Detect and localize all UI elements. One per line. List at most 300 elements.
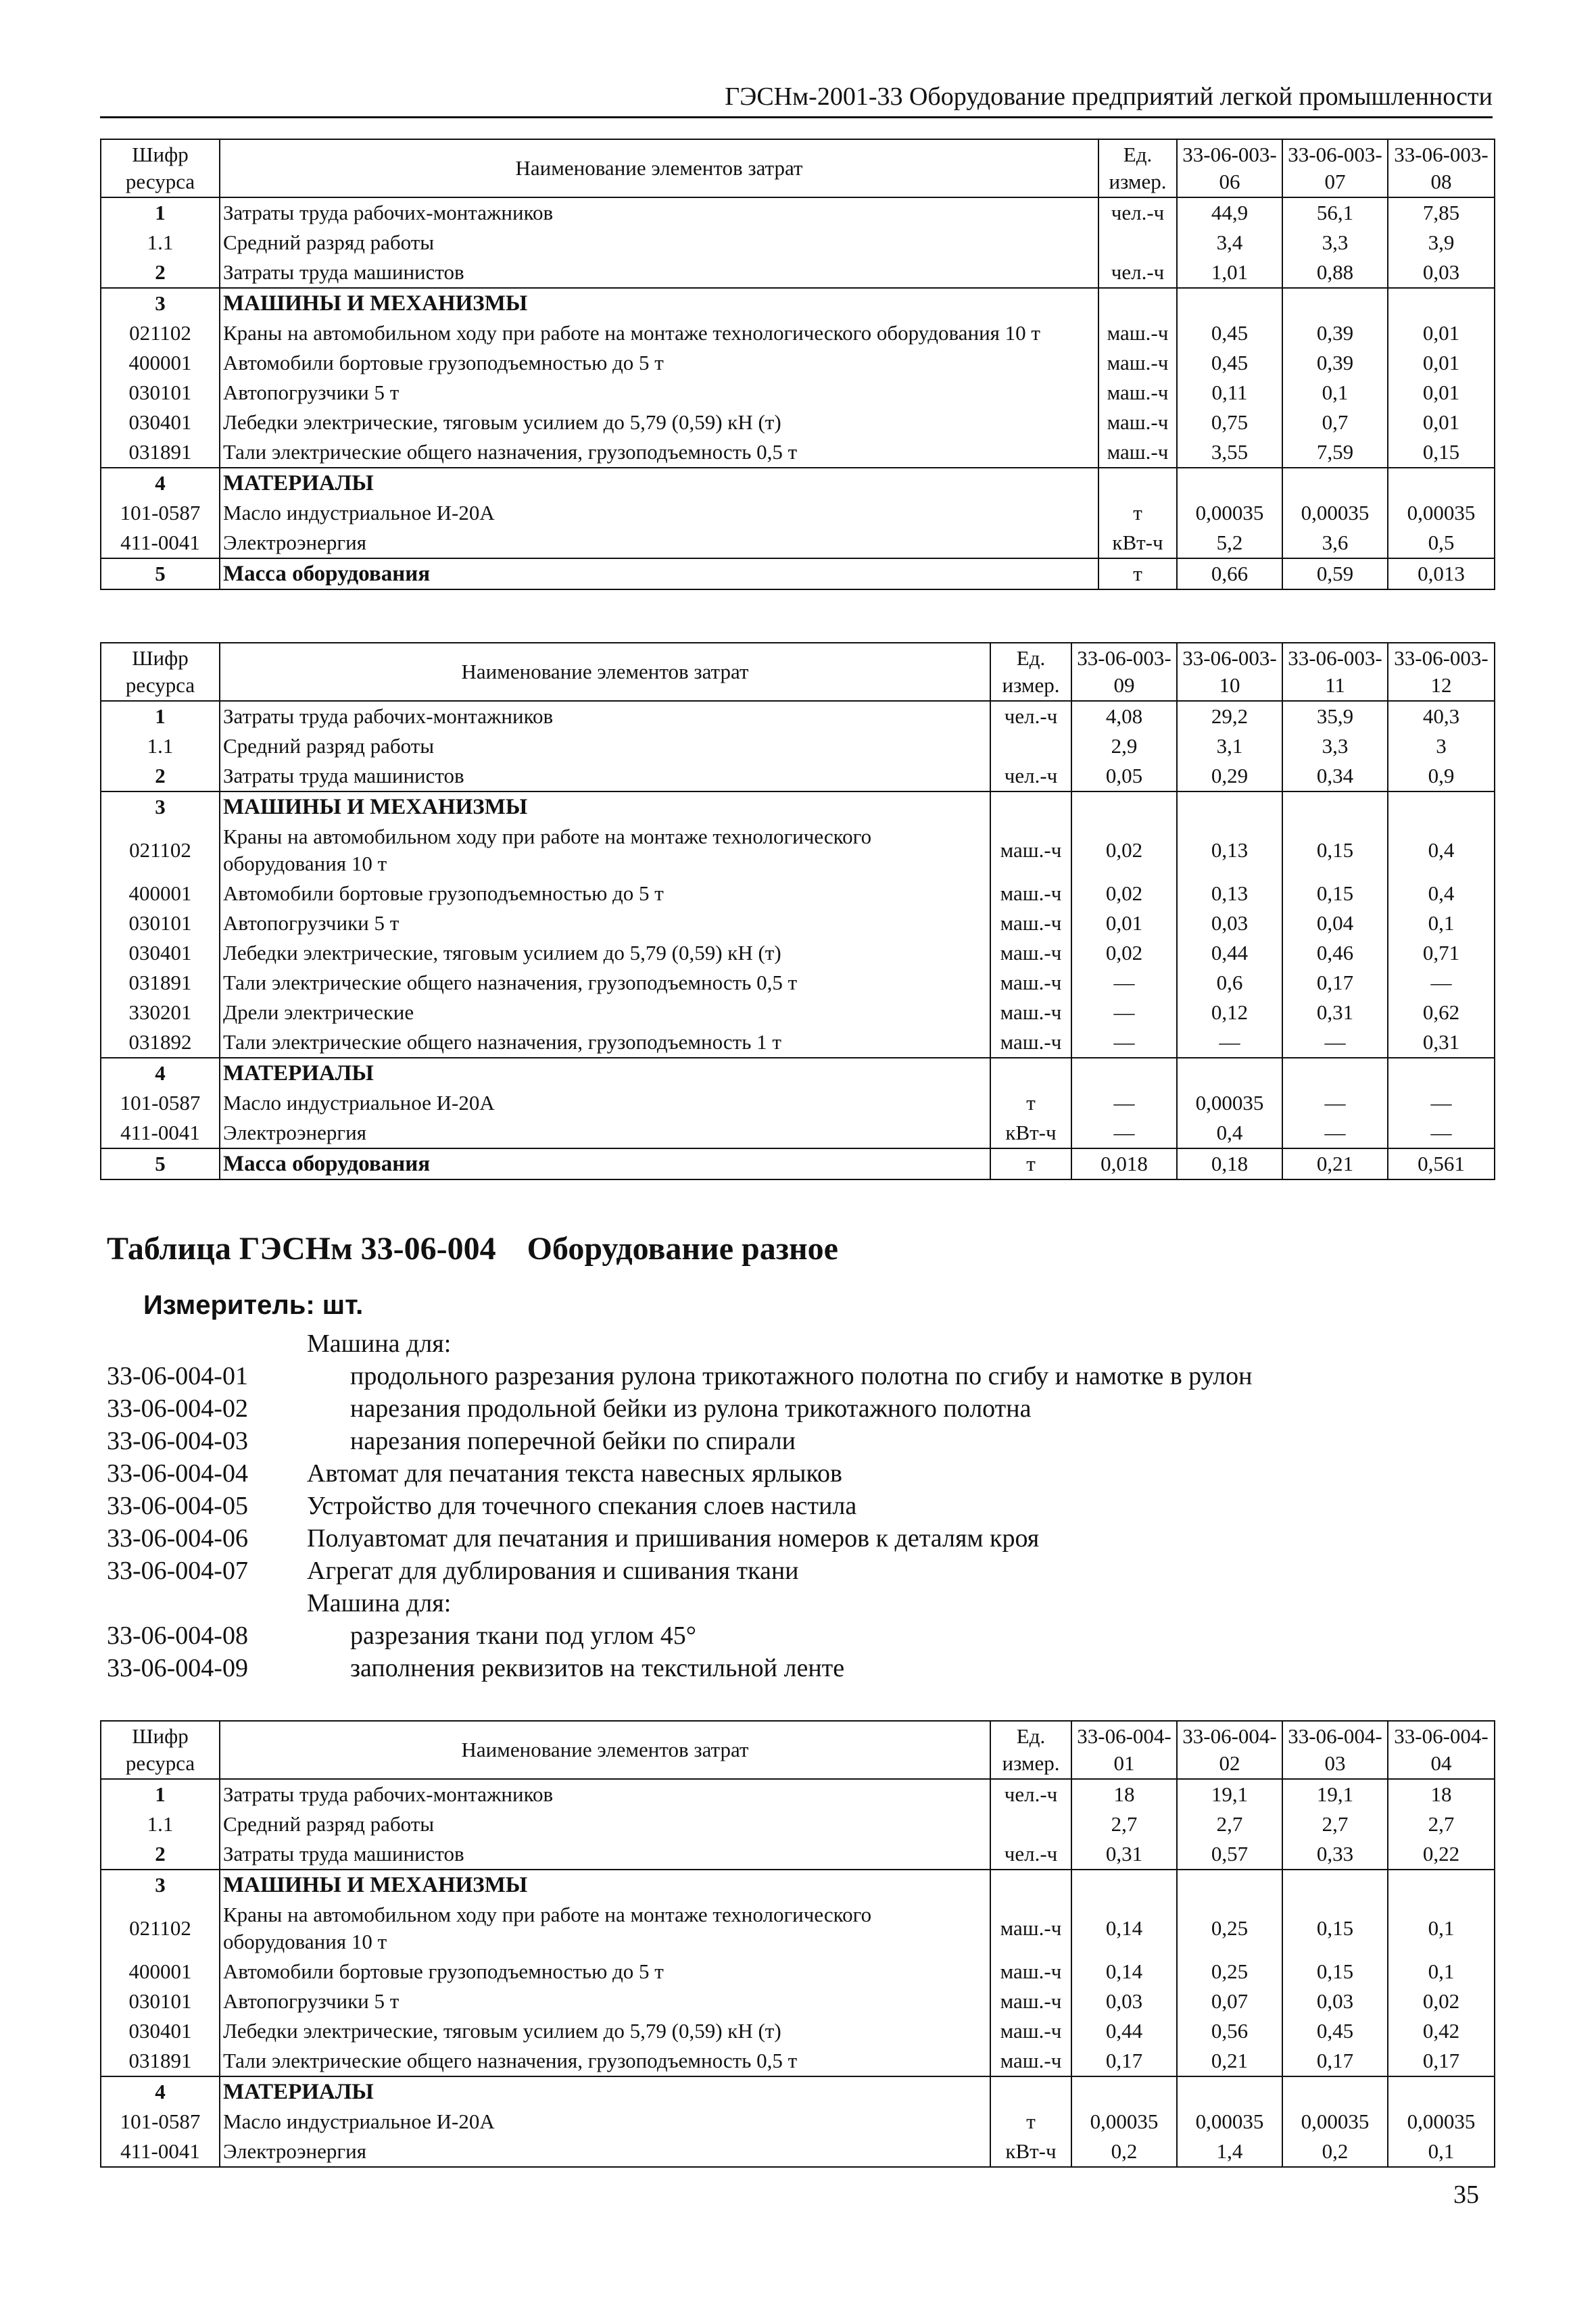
table-row <box>101 2046 1495 2076</box>
header-col: 33-06-004-01 <box>1071 1721 1177 1779</box>
value-cell: 0,01 <box>1388 408 1495 437</box>
value-cell: 0,11 <box>1177 378 1282 408</box>
value-cell: 0,04 <box>1282 908 1388 938</box>
value-cell: 2,7 <box>1282 1809 1388 1839</box>
resource-code: 030101 <box>101 378 220 408</box>
resource-code: 030101 <box>101 908 220 938</box>
value-cell <box>1282 1058 1388 1088</box>
header-unit: Ед. измер. <box>1098 139 1177 197</box>
value-cell: 0,17 <box>1071 2046 1177 2076</box>
value-cell: 0,00035 <box>1388 498 1495 528</box>
value-cell: 0,00035 <box>1388 2107 1495 2137</box>
cost-element-name: Электроэнергия <box>220 1118 990 1148</box>
resource-code: 021102 <box>101 1900 220 1957</box>
resource-code: 411-0041 <box>101 1118 220 1148</box>
unit-cell: маш.-ч <box>990 968 1071 998</box>
cost-element-name: Краны на автомобильном ходу при работе на монтаже технологического оборудования 10 т <box>220 822 990 879</box>
item-code: 33-06-004-06 <box>107 1524 248 1553</box>
cost-element-name: Затраты труда машинистов <box>220 258 1098 288</box>
cost-element-name: Автомобили бортовые грузоподъемностью до 5 т <box>220 348 1098 378</box>
table-row <box>101 2107 1495 2137</box>
table-row <box>101 378 1495 408</box>
value-cell <box>1388 288 1495 318</box>
table-row <box>101 228 1495 258</box>
table-row <box>101 908 1495 938</box>
item-text: заполнения реквизитов на текстильной ленте <box>350 1654 845 1682</box>
unit-cell <box>1098 468 1177 498</box>
cost-element-name: Затраты труда рабочих-монтажников <box>220 197 1098 228</box>
value-cell: 0,2 <box>1071 2137 1177 2167</box>
cost-element-name: Затраты труда рабочих-монтажников <box>220 1779 990 1809</box>
resource-code: 031891 <box>101 968 220 998</box>
resource-code: 2 <box>101 258 220 288</box>
table-row <box>101 1987 1495 2016</box>
resource-code: 031892 <box>101 1027 220 1058</box>
unit-cell: чел.-ч <box>1098 258 1177 288</box>
cost-element-name: Затраты труда машинистов <box>220 1839 990 1870</box>
resource-code: 101-0587 <box>101 498 220 528</box>
resource-code: 5 <box>101 558 220 589</box>
list-item <box>107 1425 1499 1457</box>
item-text: разрезания ткани под углом 45° <box>350 1622 696 1650</box>
table-row <box>101 498 1495 528</box>
value-cell: 0,00035 <box>1177 2107 1282 2137</box>
value-cell: 56,1 <box>1282 197 1388 228</box>
value-cell: 0,4 <box>1388 822 1495 879</box>
list-item <box>107 1652 1499 1684</box>
header-unit: Ед. измер. <box>990 1721 1071 1779</box>
cost-element-name: Дрели электрические <box>220 998 990 1027</box>
table-row <box>101 938 1495 968</box>
value-cell: 0,2 <box>1282 2137 1388 2167</box>
value-cell <box>1282 2076 1388 2107</box>
cost-element-name: МАТЕРИАЛЫ <box>220 1058 990 1088</box>
value-cell: 0,21 <box>1177 2046 1282 2076</box>
table-row <box>101 2016 1495 2046</box>
value-cell: 0,44 <box>1071 2016 1177 2046</box>
unit-cell: маш.-ч <box>990 998 1071 1027</box>
cost-element-name: МАТЕРИАЛЫ <box>220 468 1098 498</box>
cost-element-name: Автопогрузчики 5 т <box>220 1987 990 2016</box>
cost-element-name: Масло индустриальное И-20А <box>220 1088 990 1118</box>
header-col: 33-06-003-08 <box>1388 139 1495 197</box>
value-cell: 0,66 <box>1177 558 1282 589</box>
value-cell: 0,00035 <box>1282 2107 1388 2137</box>
unit-cell: кВт-ч <box>990 2137 1071 2167</box>
value-cell: 0,25 <box>1177 1900 1282 1957</box>
value-cell: 3,6 <box>1282 528 1388 558</box>
value-cell: 0,15 <box>1282 1957 1388 1987</box>
table-row <box>101 1870 1495 1900</box>
cost-element-name: Автомобили бортовые грузоподъемностью до 5 т <box>220 1957 990 1987</box>
value-cell: 0,17 <box>1282 968 1388 998</box>
header-code: Шифр ресурса <box>101 1721 220 1779</box>
value-cell: 2,7 <box>1071 1809 1177 1839</box>
value-cell: 35,9 <box>1282 701 1388 731</box>
table-row <box>101 1957 1495 1987</box>
item-code: 33-06-004-09 <box>107 1654 248 1682</box>
list-item <box>107 1490 1499 1522</box>
unit-cell: маш.-ч <box>990 1900 1071 1957</box>
table-row <box>101 879 1495 908</box>
resource-code: 1.1 <box>101 731 220 761</box>
cost-element-name: Автопогрузчики 5 т <box>220 378 1098 408</box>
item-text: Машина для: <box>307 1589 452 1617</box>
item-text: Полуавтомат для печатания и пришивания номеров к деталям кроя <box>307 1524 1040 1553</box>
item-text: нарезания поперечной бейки по спирали <box>350 1427 796 1455</box>
value-cell: 0,03 <box>1071 1987 1177 2016</box>
value-cell: 0,14 <box>1071 1957 1177 1987</box>
list-item <box>107 1587 1499 1619</box>
item-code: 33-06-004-07 <box>107 1557 248 1585</box>
unit-cell: чел.-ч <box>990 1839 1071 1870</box>
unit-cell: кВт-ч <box>990 1118 1071 1148</box>
value-cell: 0,07 <box>1177 1987 1282 2016</box>
cost-element-name: Затраты труда машинистов <box>220 761 990 791</box>
value-cell: — <box>1282 1088 1388 1118</box>
item-text: нарезания продольной бейки из рулона трикотажного полотна <box>350 1394 1032 1423</box>
value-cell: 0,62 <box>1388 998 1495 1027</box>
value-cell: 0,00035 <box>1071 2107 1177 2137</box>
value-cell: 0,44 <box>1177 938 1282 968</box>
value-cell: 19,1 <box>1177 1779 1282 1809</box>
unit-cell <box>990 2076 1071 2107</box>
resource-code: 330201 <box>101 998 220 1027</box>
value-cell: 0,25 <box>1177 1957 1282 1987</box>
value-cell: 0,01 <box>1388 318 1495 348</box>
table-row <box>101 1148 1495 1179</box>
header-col: 33-06-003-09 <box>1071 643 1177 701</box>
resource-code: 1 <box>101 197 220 228</box>
unit-cell: т <box>990 2107 1071 2137</box>
resource-code: 101-0587 <box>101 1088 220 1118</box>
table-row <box>101 258 1495 288</box>
value-cell: 0,02 <box>1071 822 1177 879</box>
cost-element-name: Лебедки электрические, тяговым усилием до 5,79 (0,59) кН (т) <box>220 408 1098 437</box>
table-row <box>101 822 1495 879</box>
value-cell: 19,1 <box>1282 1779 1388 1809</box>
value-cell: 0,4 <box>1388 879 1495 908</box>
value-cell: 0,39 <box>1282 318 1388 348</box>
unit-cell: чел.-ч <box>990 761 1071 791</box>
cost-element-name: Электроэнергия <box>220 2137 990 2167</box>
cost-element-name: Средний разряд работы <box>220 228 1098 258</box>
resource-code: 031891 <box>101 2046 220 2076</box>
cost-element-name: Масло индустриальное И-20А <box>220 2107 990 2137</box>
value-cell <box>1177 1870 1282 1900</box>
value-cell: 1,01 <box>1177 258 1282 288</box>
table-row <box>101 2137 1495 2167</box>
unit-cell: кВт-ч <box>1098 528 1177 558</box>
resource-code: 031891 <box>101 437 220 468</box>
value-cell: 18 <box>1071 1779 1177 1809</box>
value-cell: 40,3 <box>1388 701 1495 731</box>
unit-cell <box>1098 288 1177 318</box>
table-row <box>101 528 1495 558</box>
value-cell: 0,05 <box>1071 761 1177 791</box>
value-cell <box>1071 791 1177 822</box>
unit-cell <box>990 1809 1071 1839</box>
value-cell: 0,88 <box>1282 258 1388 288</box>
value-cell: 0,45 <box>1177 318 1282 348</box>
table-row <box>101 968 1495 998</box>
header-name: Наименование элементов затрат <box>220 1721 990 1779</box>
value-cell: 0,42 <box>1388 2016 1495 2046</box>
unit-cell: маш.-ч <box>990 2046 1071 2076</box>
value-cell: 1,4 <box>1177 2137 1282 2167</box>
table-row <box>101 2076 1495 2107</box>
resource-code: 030101 <box>101 1987 220 2016</box>
value-cell: — <box>1071 1088 1177 1118</box>
cost-element-name: Автопогрузчики 5 т <box>220 908 990 938</box>
value-cell: 7,59 <box>1282 437 1388 468</box>
list-item <box>107 1619 1499 1652</box>
value-cell: — <box>1071 1027 1177 1058</box>
value-cell: 0,5 <box>1388 528 1495 558</box>
unit-cell: маш.-ч <box>1098 378 1177 408</box>
value-cell: 7,85 <box>1388 197 1495 228</box>
value-cell: 0,15 <box>1388 437 1495 468</box>
unit-cell: маш.-ч <box>990 879 1071 908</box>
measure-unit: Измеритель: шт. <box>143 1290 364 1320</box>
value-cell: 0,45 <box>1177 348 1282 378</box>
value-cell: 0,03 <box>1282 1987 1388 2016</box>
value-cell: 0,29 <box>1177 761 1282 791</box>
value-cell: 0,02 <box>1388 1987 1495 2016</box>
value-cell <box>1282 1870 1388 1900</box>
value-cell: 3,4 <box>1177 228 1282 258</box>
value-cell <box>1388 1058 1495 1088</box>
table-row <box>101 761 1495 791</box>
item-code: 33-06-004-08 <box>107 1622 248 1650</box>
resource-code: 1.1 <box>101 228 220 258</box>
resource-code: 400001 <box>101 879 220 908</box>
value-cell: 2,7 <box>1177 1809 1282 1839</box>
unit-cell: маш.-ч <box>1098 437 1177 468</box>
item-text: Машина для: <box>307 1330 452 1358</box>
value-cell: 3,9 <box>1388 228 1495 258</box>
header-name: Наименование элементов затрат <box>220 643 990 701</box>
value-cell: 0,00035 <box>1177 1088 1282 1118</box>
cost-element-name: Автомобили бортовые грузоподъемностью до 5 т <box>220 879 990 908</box>
table-row <box>101 1118 1495 1148</box>
value-cell: — <box>1177 1027 1282 1058</box>
cost-element-name: Краны на автомобильном ходу при работе на монтаже технологического оборудования 10 т <box>220 318 1098 348</box>
value-cell: 2,7 <box>1388 1809 1495 1839</box>
item-text: Агрегат для дублирования и сшивания ткани <box>307 1557 799 1585</box>
table-title-label: Таблица ГЭСНм 33-06-004 <box>107 1231 496 1267</box>
header-name: Наименование элементов затрат <box>220 139 1098 197</box>
value-cell: 0,1 <box>1388 1900 1495 1957</box>
header-col: 33-06-003-07 <box>1282 139 1388 197</box>
resource-code: 411-0041 <box>101 528 220 558</box>
value-cell <box>1071 1058 1177 1088</box>
cost-element-name: Затраты труда рабочих-монтажников <box>220 701 990 731</box>
value-cell: 0,7 <box>1282 408 1388 437</box>
value-cell: 0,39 <box>1282 348 1388 378</box>
header-col: 33-06-003-12 <box>1388 643 1495 701</box>
table-row <box>101 1839 1495 1870</box>
value-cell: 18 <box>1388 1779 1495 1809</box>
unit-cell: маш.-ч <box>990 1027 1071 1058</box>
value-cell: 0,15 <box>1282 1900 1388 1957</box>
unit-cell <box>990 731 1071 761</box>
item-text: Устройство для точечного спекания слоев настила <box>307 1492 857 1520</box>
unit-cell: т <box>1098 558 1177 589</box>
page-number: 35 <box>1453 2180 1479 2209</box>
resource-code: 2 <box>101 761 220 791</box>
unit-cell: маш.-ч <box>990 2016 1071 2046</box>
unit-cell: маш.-ч <box>990 1987 1071 2016</box>
cost-element-name: МАТЕРИАЛЫ <box>220 2076 990 2107</box>
value-cell: 0,1 <box>1388 908 1495 938</box>
header-col: 33-06-004-04 <box>1388 1721 1495 1779</box>
value-cell: 0,21 <box>1282 1148 1388 1179</box>
cost-element-name: Лебедки электрические, тяговым усилием до 5,79 (0,59) кН (т) <box>220 938 990 968</box>
value-cell: 0,15 <box>1282 822 1388 879</box>
unit-cell <box>1098 228 1177 258</box>
item-text: Автомат для печатания текста навесных ярлыков <box>307 1459 842 1488</box>
list-item <box>107 1392 1499 1425</box>
cost-element-name: Электроэнергия <box>220 528 1098 558</box>
table-row <box>101 288 1495 318</box>
value-cell: 0,4 <box>1177 1118 1282 1148</box>
resource-table-004-01-04 <box>100 1720 1495 2168</box>
resource-code: 5 <box>101 1148 220 1179</box>
header-col: 33-06-003-10 <box>1177 643 1282 701</box>
value-cell: 3,3 <box>1282 731 1388 761</box>
value-cell <box>1388 1870 1495 1900</box>
value-cell <box>1071 1870 1177 1900</box>
resource-table-003-09-12 <box>100 642 1495 1180</box>
table-row <box>101 197 1495 228</box>
unit-cell <box>990 1870 1071 1900</box>
resource-code: 1 <box>101 701 220 731</box>
header-code: Шифр ресурса <box>101 139 220 197</box>
value-cell: 0,34 <box>1282 761 1388 791</box>
table-title <box>107 1229 838 1269</box>
resource-code: 030401 <box>101 2016 220 2046</box>
value-cell <box>1388 791 1495 822</box>
value-cell: — <box>1282 1027 1388 1058</box>
value-cell: 0,018 <box>1071 1148 1177 1179</box>
unit-cell: чел.-ч <box>990 701 1071 731</box>
value-cell <box>1388 2076 1495 2107</box>
value-cell: — <box>1071 968 1177 998</box>
unit-cell: чел.-ч <box>1098 197 1177 228</box>
table-row <box>101 701 1495 731</box>
value-cell <box>1177 2076 1282 2107</box>
value-cell: 0,561 <box>1388 1148 1495 1179</box>
resource-code: 2 <box>101 1839 220 1870</box>
header-code: Шифр ресурса <box>101 643 220 701</box>
cost-element-name: Тали электрические общего назначения, грузоподъемность 0,5 т <box>220 968 990 998</box>
resource-code: 021102 <box>101 318 220 348</box>
value-cell: 0,15 <box>1282 879 1388 908</box>
value-cell: 0,14 <box>1071 1900 1177 1957</box>
item-code: 33-06-004-01 <box>107 1362 248 1390</box>
table-title-name: Оборудование разное <box>527 1231 838 1267</box>
resource-code: 4 <box>101 1058 220 1088</box>
unit-cell: маш.-ч <box>1098 408 1177 437</box>
unit-cell: маш.-ч <box>990 1957 1071 1987</box>
cost-element-name: Лебедки электрические, тяговым усилием до 5,79 (0,59) кН (т) <box>220 2016 990 2046</box>
list-item <box>107 1327 1499 1360</box>
list-item <box>107 1555 1499 1587</box>
value-cell <box>1282 468 1388 498</box>
value-cell <box>1282 791 1388 822</box>
value-cell: 0,12 <box>1177 998 1282 1027</box>
value-cell: 0,45 <box>1282 2016 1388 2046</box>
value-cell: 0,013 <box>1388 558 1495 589</box>
resource-code: 4 <box>101 2076 220 2107</box>
value-cell: 4,08 <box>1071 701 1177 731</box>
table-row <box>101 1088 1495 1118</box>
value-cell: 0,22 <box>1388 1839 1495 1870</box>
value-cell: 0,18 <box>1177 1148 1282 1179</box>
value-cell: 0,00035 <box>1282 498 1388 528</box>
item-code: 33-06-004-03 <box>107 1427 248 1455</box>
unit-cell <box>990 791 1071 822</box>
value-cell <box>1177 791 1282 822</box>
header-col: 33-06-003-06 <box>1177 139 1282 197</box>
value-cell: 0,46 <box>1282 938 1388 968</box>
value-cell <box>1177 1058 1282 1088</box>
value-cell: 0,31 <box>1388 1027 1495 1058</box>
value-cell: 29,2 <box>1177 701 1282 731</box>
value-cell <box>1071 2076 1177 2107</box>
value-cell: — <box>1388 1088 1495 1118</box>
resource-table-003-06-08 <box>100 139 1495 590</box>
value-cell: 0,01 <box>1388 378 1495 408</box>
value-cell: 0,56 <box>1177 2016 1282 2046</box>
cost-element-name: МАШИНЫ И МЕХАНИЗМЫ <box>220 288 1098 318</box>
value-cell <box>1388 468 1495 498</box>
value-cell: 3,55 <box>1177 437 1282 468</box>
unit-cell: т <box>1098 498 1177 528</box>
value-cell: 3,3 <box>1282 228 1388 258</box>
cost-element-name: Масло индустриальное И-20А <box>220 498 1098 528</box>
value-cell: 0,1 <box>1388 1957 1495 1987</box>
value-cell: 0,03 <box>1177 908 1282 938</box>
resource-code: 101-0587 <box>101 2107 220 2137</box>
value-cell: — <box>1071 1118 1177 1148</box>
value-cell: 0,17 <box>1388 2046 1495 2076</box>
value-cell: 0,13 <box>1177 879 1282 908</box>
header-col: 33-06-004-02 <box>1177 1721 1282 1779</box>
table-row <box>101 791 1495 822</box>
table-row <box>101 731 1495 761</box>
item-code: 33-06-004-02 <box>107 1394 248 1423</box>
cost-element-name: МАШИНЫ И МЕХАНИЗМЫ <box>220 791 990 822</box>
resource-code: 400001 <box>101 1957 220 1987</box>
item-code: 33-06-004-04 <box>107 1459 248 1488</box>
header-col: 33-06-004-03 <box>1282 1721 1388 1779</box>
value-cell: 0,02 <box>1071 938 1177 968</box>
cost-element-name: Масса оборудования <box>220 558 1098 589</box>
table-row <box>101 1900 1495 1957</box>
table-row <box>101 468 1495 498</box>
value-cell: 0,01 <box>1388 348 1495 378</box>
value-cell: 0,75 <box>1177 408 1282 437</box>
value-cell: — <box>1388 968 1495 998</box>
cost-element-name: МАШИНЫ И МЕХАНИЗМЫ <box>220 1870 990 1900</box>
value-cell: 0,13 <box>1177 822 1282 879</box>
value-cell: 0,1 <box>1388 2137 1495 2167</box>
item-list <box>107 1327 1499 1684</box>
list-item <box>107 1360 1499 1392</box>
cost-element-name: Краны на автомобильном ходу при работе на монтаже технологического оборудования 10 т <box>220 1900 990 1957</box>
